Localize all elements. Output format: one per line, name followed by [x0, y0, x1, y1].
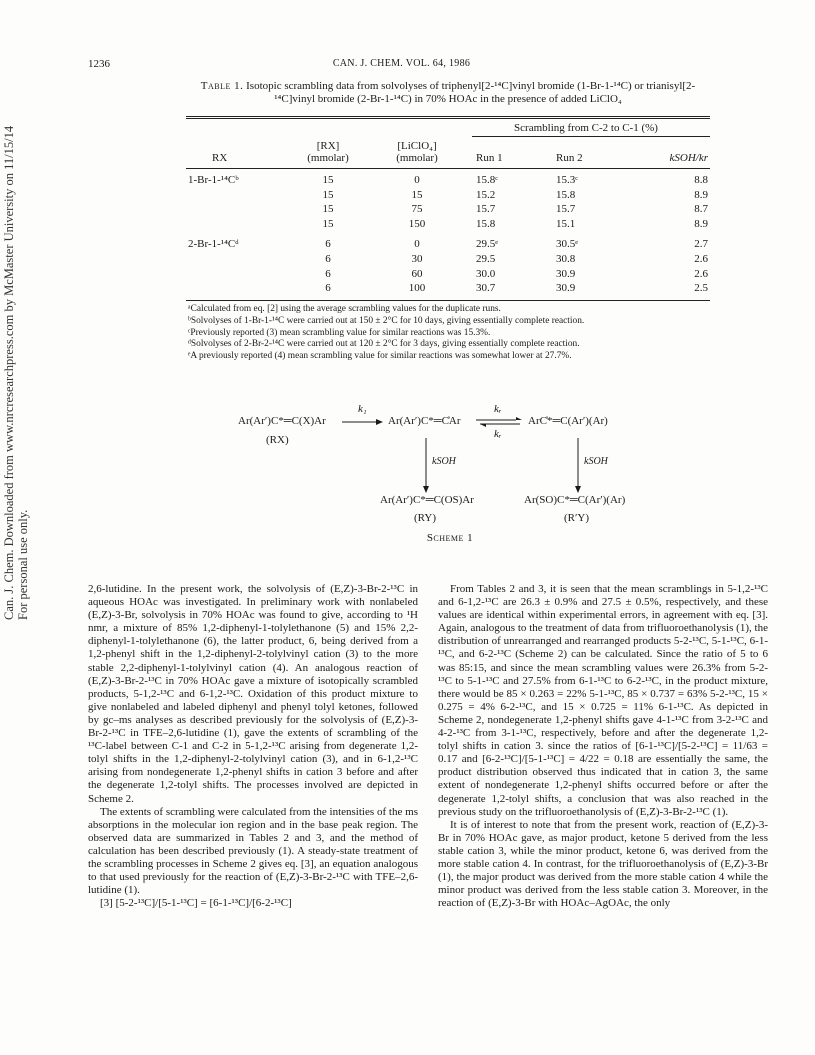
table-cell-run1: 30.7	[476, 282, 496, 295]
scheme-product-b-label: (R′Y)	[564, 512, 590, 524]
paragraph: 2,6-lutidine. In the present work, the solvolysis of (E,Z)-3-Br-2-¹³C in aqueous HOAc was investigated. In preliminary work with nonlabeled (E,Z)-3-Br, solvolysis in 70% HOAc was found to give, according to ¹H nmr, a mixture of 85% 1,2-diphenyl-1-tolylethanone (5) and 15% 2,2-diphenyl-1-tolylethanone (6), the latter product, 6, being derived from a 1,2-phenyl shift in the 1,2-diphenyl-2-tolylvinyl cation (3) to the more stable 2,2-diphenyl-1-tolylvinyl cation (4). An analogous reaction of (E,Z)-3-Br-2-¹³C in 70% HOAc gave a mixture of isotopically scrambled products, 5-1,2-¹³C and 6-1,2-¹³C. Oxidation of this product mixture to give nonlabeled and labeled diphenyl and phenyl tolyl ketones, followed by gc–ms analyses as described previously for the solvolysis of (E,Z)-3-Br-2-¹³C in TFE–2,6-lutidine (1), gave the extents of scrambling of the ¹³C-label between C-1 and C-2 in 5-1,2-¹³C arising from degenerate 1,2-tolyl shifts in the 1,2-diphenyl-2-tolylvinyl cation (3), and in 6-1,2-¹³C arising from nondegenerate 1,2-phenyl shifts in cation 3 before and after the degenerate 1,2-tolyl shifts. The processes involved are depicted in Scheme 2.	[88, 583, 418, 805]
table-cell-licl: 60	[411, 267, 423, 280]
paragraph: It is of interest to note that from the present work, reaction of (E,Z)-3-Br in 70% HOAc gave, as major product, ketone 5 derived from the less stable cation 3, while the minor product, ketone 6, was derived from the more stable cation 4. In contrast, for the trifluoroethanolysis of (E,Z)-3-Br (1), the major product was derived from the more stable cation 4 while the minor product was derived from the less stable cation 3. Moreover, in the reaction of (E,Z)-3-Br with HOAc–AgOAc, the only	[438, 818, 768, 910]
scheme-kr-top: kᵣ	[494, 403, 502, 415]
table-cell-licl: 75	[411, 203, 423, 216]
body-column-left	[88, 583, 418, 910]
table-cell-conc: 6	[325, 282, 331, 295]
paragraph: The extents of scrambling were calculated from the intensities of the ms absorptions in the molecular ion region and in the base peak region. The observed data are summarized in Tables 2 and 3, and the method of calculation has been described previously (1). A steady-state treatment of the scrambling processes in Scheme 2 gives eq. [3], an equation analogous to that used previously for the reaction of (E,Z)-3-Br-2-¹³C with TFE–2,6-lutidine (1).	[88, 805, 418, 897]
table-cell-run2: 30.8	[556, 253, 576, 265]
table-cell-run2: 30.9	[556, 282, 576, 295]
scheme-kr-bottom: kᵣ	[494, 428, 502, 440]
table-cell-run2: 30.5ᵉ	[556, 238, 579, 251]
table-cell-ratio: 2.6	[694, 267, 708, 280]
table-cell-licl: 0	[414, 174, 420, 186]
col-header-licl: [LiClO₄]	[397, 140, 437, 152]
table-cell-run1: 15.7	[476, 203, 496, 216]
running-head	[88, 58, 715, 72]
table-cell-conc: 6	[325, 253, 331, 265]
table-caption	[188, 80, 708, 106]
table-cell-licl: 15	[411, 188, 423, 201]
table-cell-rx: 1-Br-1-¹⁴Cᵇ	[188, 174, 239, 186]
table-cell-run1: 15.8	[476, 217, 496, 230]
table-cell-conc: 15	[322, 217, 334, 230]
scheme-product-a-label: (RY)	[414, 512, 436, 524]
scheme-caption: Scheme 1	[426, 532, 474, 544]
table-cell-run1: 30.0	[476, 267, 496, 280]
table-cell-ratio: 2.6	[694, 253, 708, 265]
table-cell-ratio: 8.7	[694, 203, 708, 216]
table-cell-licl: 30	[411, 253, 423, 265]
span-header: Scrambling from C-2 to C-1 (%)	[514, 122, 658, 134]
table-footnote: ᵃCalculated from eq. [2] using the average scrambling values for the duplicate runs.	[188, 304, 501, 314]
col-header-run1: Run 1	[476, 152, 503, 164]
paragraph: From Tables 2 and 3, it is seen that the mean scramblings in 5-1,2-¹³C and 6-1,2-¹³C are 26.3 ± 0.9% and 27.5 ± 0.5%, respectively, and these values are identical within experimental errors, in agreement with eq. [3]. Again, analogous to the treatment of data from trifluoroethanolysis (1), the distribution of unrearranged and rearranged products 5-2-¹³C, 5-1-¹³C, 6-1-¹³C, and 6-2-¹³C (Scheme 2) can be calculated. Since the ratio of 5 to 6 was 85:15, and since the mean scrambling values were 26.3% from 5-2-¹³C to 5-1-¹³C and 27.5% from 6-1-¹³C to 6-2-¹³C, in the product mixture, there would be 85 × 0.263 = 22% 5-1-¹³C, 85 × 0.737 = 63% 5-2-¹³C, 15 × 0.275 = 4% 6-2-¹³C, and 15 × 0.725 = 11% 6-1-¹³C. As depicted in Scheme 2, nondegenerate 1,2-phenyl shifts gave 4-1-¹³C from 3-2-¹³C and 4-2-¹³C from 3-1-¹³C, respectively, before and after the degenerate 1,2-tolyl shifts in cation 3. since the ratios of [6-1-¹³C]/[5-2-¹³C] = 11/63 = 0.17 and [6-2-¹³C]/[5-1-¹³C] = 4/22 = 0.18 are essentially the same, the product distribution observed thus indicated that in cation 3, the same extent of nondegenerate 1,2-phenyl shifts occurred before or after the degenerate 1,2-tolyl shifts, a conclusion that was also reached in the previous study on the trifluoroethanolysis of (E,Z)-3-Br-2-¹³C (1).	[438, 583, 768, 818]
table-footnote: ᵉA previously reported (4) mean scrambling value for similar reactions was somewhat lower at 27.7%.	[188, 351, 572, 362]
table-cell-run2: 15.3ᶜ	[556, 174, 579, 186]
table-footnote: ᶜPreviously reported (3) mean scrambling value for similar reactions was 15.3%.	[188, 327, 491, 338]
table-cell-conc: 6	[325, 267, 331, 280]
table-cell-run2: 30.9	[556, 267, 576, 280]
table-cell-run1: 15.2	[476, 188, 496, 201]
equation-3: [3] [5-2-¹³C]/[5-1-¹³C] = [6-1-¹³C]/[6-2-¹³C]	[100, 897, 292, 910]
col-header-rx: RX	[212, 152, 228, 164]
table-cell-ratio: 8.8	[694, 174, 708, 186]
table-cell-ratio: 2.5	[694, 282, 708, 295]
scheme-ksoh-left: kSOH	[432, 456, 456, 467]
col-header-conc-unit: (mmolar)	[307, 152, 349, 164]
col-header-licl-unit: (mmolar)	[396, 152, 438, 164]
table-cell-conc: 6	[325, 238, 331, 251]
table-caption-text: Isotopic scrambling data from solvolyses of triphenyl[2-¹⁴C]vinyl bromide (1-Br-1-¹⁴C) or trianisyl[2-¹⁴C]vinyl bromide (2-Br-1-¹⁴C) in 70% HOAc in the presence of added LiClO₄	[246, 80, 696, 105]
table-cell-run2: 15.1	[556, 217, 576, 230]
col-header-ratio: kSOH/kr	[669, 152, 708, 164]
scheme-product-a: Ar(Ar′)C*═C(OS)Ar	[380, 494, 474, 506]
download-notice: Can. J. Chem. Downloaded from www.nrcresearchpress.com by McMaster University on 11/15/14	[2, 125, 16, 620]
table-cell-run1: 29.5	[476, 253, 496, 265]
table-cell-run2: 15.8	[556, 188, 576, 201]
reaction-scheme	[180, 400, 720, 570]
table-cell-licl: 100	[408, 282, 426, 295]
table-footnote: ᵇSolvolyses of 1-Br-1-¹⁴C were carried out at 150 ± 2°C for 10 days, giving essentially complete reaction.	[188, 315, 585, 326]
body-column-right	[438, 583, 768, 910]
table-cell-rx: 2-Br-1-¹⁴Cᵈ	[188, 238, 239, 251]
scrambling-table	[186, 116, 710, 302]
page-number: 1236	[88, 58, 110, 70]
personal-use-notice: For personal use only.	[16, 509, 30, 620]
scheme-cation-a: Ar(Ar′)C*═C̊Ar	[388, 415, 461, 427]
table-cell-conc: 15	[322, 174, 334, 186]
table-footnotes	[188, 304, 708, 363]
col-header-conc: [RX]	[316, 140, 340, 152]
scheme-k1: k₁	[358, 403, 367, 415]
table-label: Table 1.	[200, 80, 244, 92]
table-cell-licl: 150	[408, 217, 426, 230]
journal-title: CAN. J. CHEM. VOL. 64, 1986	[332, 58, 471, 69]
table-cell-run1: 15.8ᶜ	[476, 174, 499, 186]
scheme-start: Ar(Ar′)C*═C(X)Ar	[238, 415, 326, 427]
table-cell-ratio: 8.9	[694, 217, 708, 230]
scheme-ksoh-right: kSOH	[584, 456, 608, 467]
download-watermark	[2, 125, 44, 620]
table-cell-conc: 15	[322, 188, 334, 201]
col-header-run2: Run 2	[556, 152, 583, 164]
scheme-product-b: Ar(SO)C*═C(Ar′)(Ar)	[524, 494, 626, 506]
table-footnote: ᵈSolvolyses of 2-Br-2-¹⁴C were carried out at 120 ± 2°C for 3 days, giving essentially complete reaction.	[188, 339, 580, 350]
scheme-cation-b: ArC̊*═C(Ar′)(Ar)	[528, 415, 608, 427]
table-cell-ratio: 8.9	[694, 188, 708, 201]
table-cell-run1: 29.5ᵉ	[476, 238, 499, 251]
table-cell-conc: 15	[322, 203, 334, 216]
table-cell-run2: 15.7	[556, 203, 576, 216]
scheme-start-label: (RX)	[266, 434, 289, 446]
table-cell-ratio: 2.7	[694, 238, 708, 251]
table-cell-licl: 0	[414, 238, 420, 251]
